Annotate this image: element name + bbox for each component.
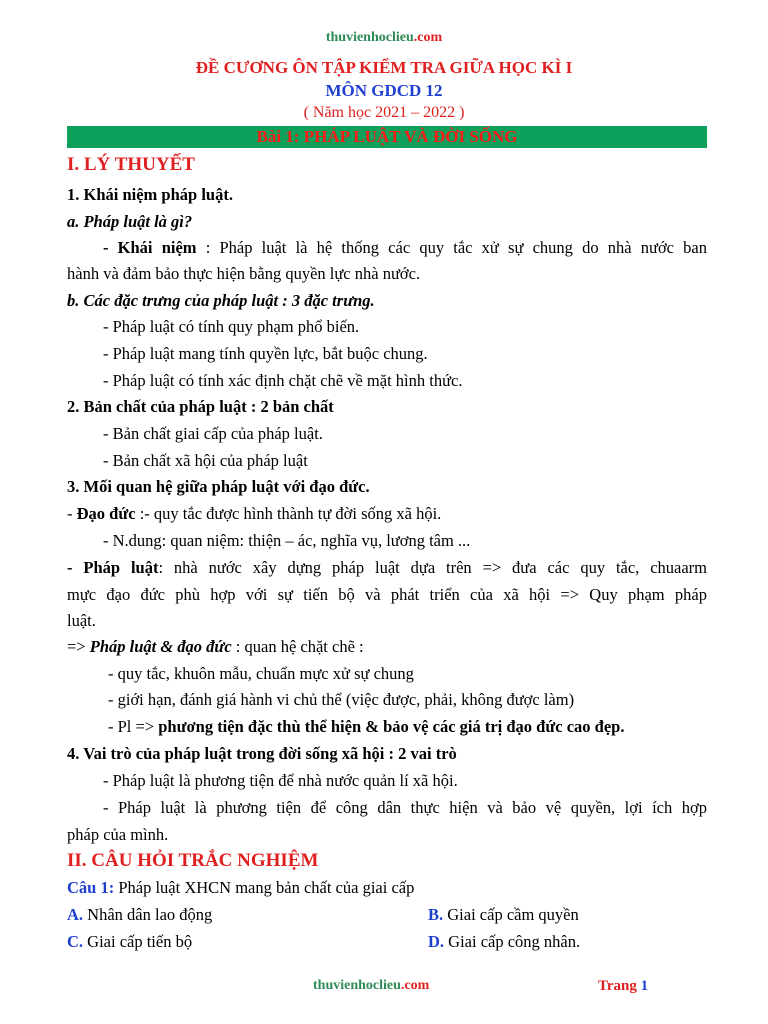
- list-item: - Pl => phương tiện đặc thù thể hiện & bảo vệ các giá trị đạo đức cao đẹp.: [108, 717, 625, 736]
- lesson-banner: Bài 1: PHÁP LUẬT VÀ ĐỜI SỐNG: [67, 126, 707, 148]
- section-1-title: 1. Khái niệm pháp luật.: [67, 185, 233, 204]
- site-watermark-top: thuvienhoclieu.com: [325, 30, 443, 45]
- option-c: C. Giai cấp tiến bộ: [67, 932, 193, 951]
- law-morality-relation: => Pháp luật & đạo đức : quan hệ chặt chẽ :: [67, 637, 364, 656]
- option-d: D. Giai cấp công nhân.: [428, 932, 581, 951]
- document-title: ĐỀ CƯƠNG ÔN TẬP KIỂM TRA GIỮA HỌC KÌ I: [195, 58, 573, 77]
- list-item: - Pháp luật có tính quy phạm phổ biến.: [103, 317, 360, 336]
- definition-line-2: hành và đảm bảo thực hiện bằng quyền lực nhà nước.: [67, 264, 421, 283]
- section-2-title: 2. Bản chất của pháp luật : 2 bản chất: [67, 397, 334, 416]
- list-item: - quy tắc, khuôn mẫu, chuẩn mực xử sự chung: [108, 664, 414, 683]
- list-item-continuation: pháp của mình.: [67, 825, 169, 844]
- question-1: Câu 1: Pháp luật XHCN mang bản chất của giai cấp: [67, 878, 415, 897]
- quiz-heading: II. CÂU HỎI TRẮC NGHIỆM: [67, 850, 319, 871]
- list-item: - Pháp luật mang tính quyền lực, bắt buộc chung.: [103, 344, 428, 363]
- section-1a-title: a. Pháp luật là gì?: [67, 212, 193, 231]
- list-item: - giới hạn, đánh giá hành vi chủ thể (việc được, phải, không được làm): [108, 690, 575, 709]
- list-item: - Pháp luật là phương tiện để nhà nước quản lí xã hội.: [103, 771, 458, 790]
- list-item: - Pháp luật có tính xác định chặt chẽ về mặt hình thức.: [103, 371, 463, 390]
- list-item: - Pháp luật là phương tiện để công dân thực hiện và bảo vệ quyền, lợi ích hợp: [103, 798, 707, 817]
- list-item: - Bản chất giai cấp của pháp luật.: [103, 424, 323, 443]
- law-definition-line-1: - Pháp luật: nhà nước xây dựng pháp luật dựa trên => đưa các quy tắc, chuaarm: [67, 558, 707, 577]
- option-a: A. Nhân dân lao động: [67, 905, 213, 924]
- theory-heading: I. LÝ THUYẾT: [67, 154, 195, 175]
- morality-definition: - Đạo đức :- quy tắc được hình thành tự đời sống xã hội.: [67, 504, 442, 523]
- definition-line-1: - Khái niệm : Pháp luật là hệ thống các quy tắc xử sự chung do nhà nước ban: [103, 238, 707, 257]
- option-b: B. Giai cấp cầm quyền: [428, 905, 579, 924]
- section-3-title: 3. Mối quan hệ giữa pháp luật với đạo đức.: [67, 477, 370, 496]
- law-definition-line-3: luật.: [67, 611, 96, 630]
- school-year: ( Năm học 2021 – 2022 ): [303, 104, 465, 121]
- site-watermark-bottom: thuvienhoclieu.com: [313, 978, 430, 993]
- subject-title: MÔN GDCD 12: [325, 81, 443, 100]
- list-item: - Bản chất xã hội của pháp luật: [103, 451, 308, 470]
- law-definition-line-2: mực đạo đức phù hợp với sự tiến bộ và phát triển của xã hội => Quy phạm pháp: [67, 585, 707, 604]
- section-4-title: 4. Vai trò của pháp luật trong đời sống xã hội : 2 vai trò: [67, 744, 457, 763]
- morality-content: - N.dung: quan niệm: thiện – ác, nghĩa vụ, lương tâm ...: [103, 531, 471, 550]
- page-number: Trang 1: [598, 978, 649, 994]
- section-1b-title: b. Các đặc trưng của pháp luật : 3 đặc trưng.: [67, 291, 375, 310]
